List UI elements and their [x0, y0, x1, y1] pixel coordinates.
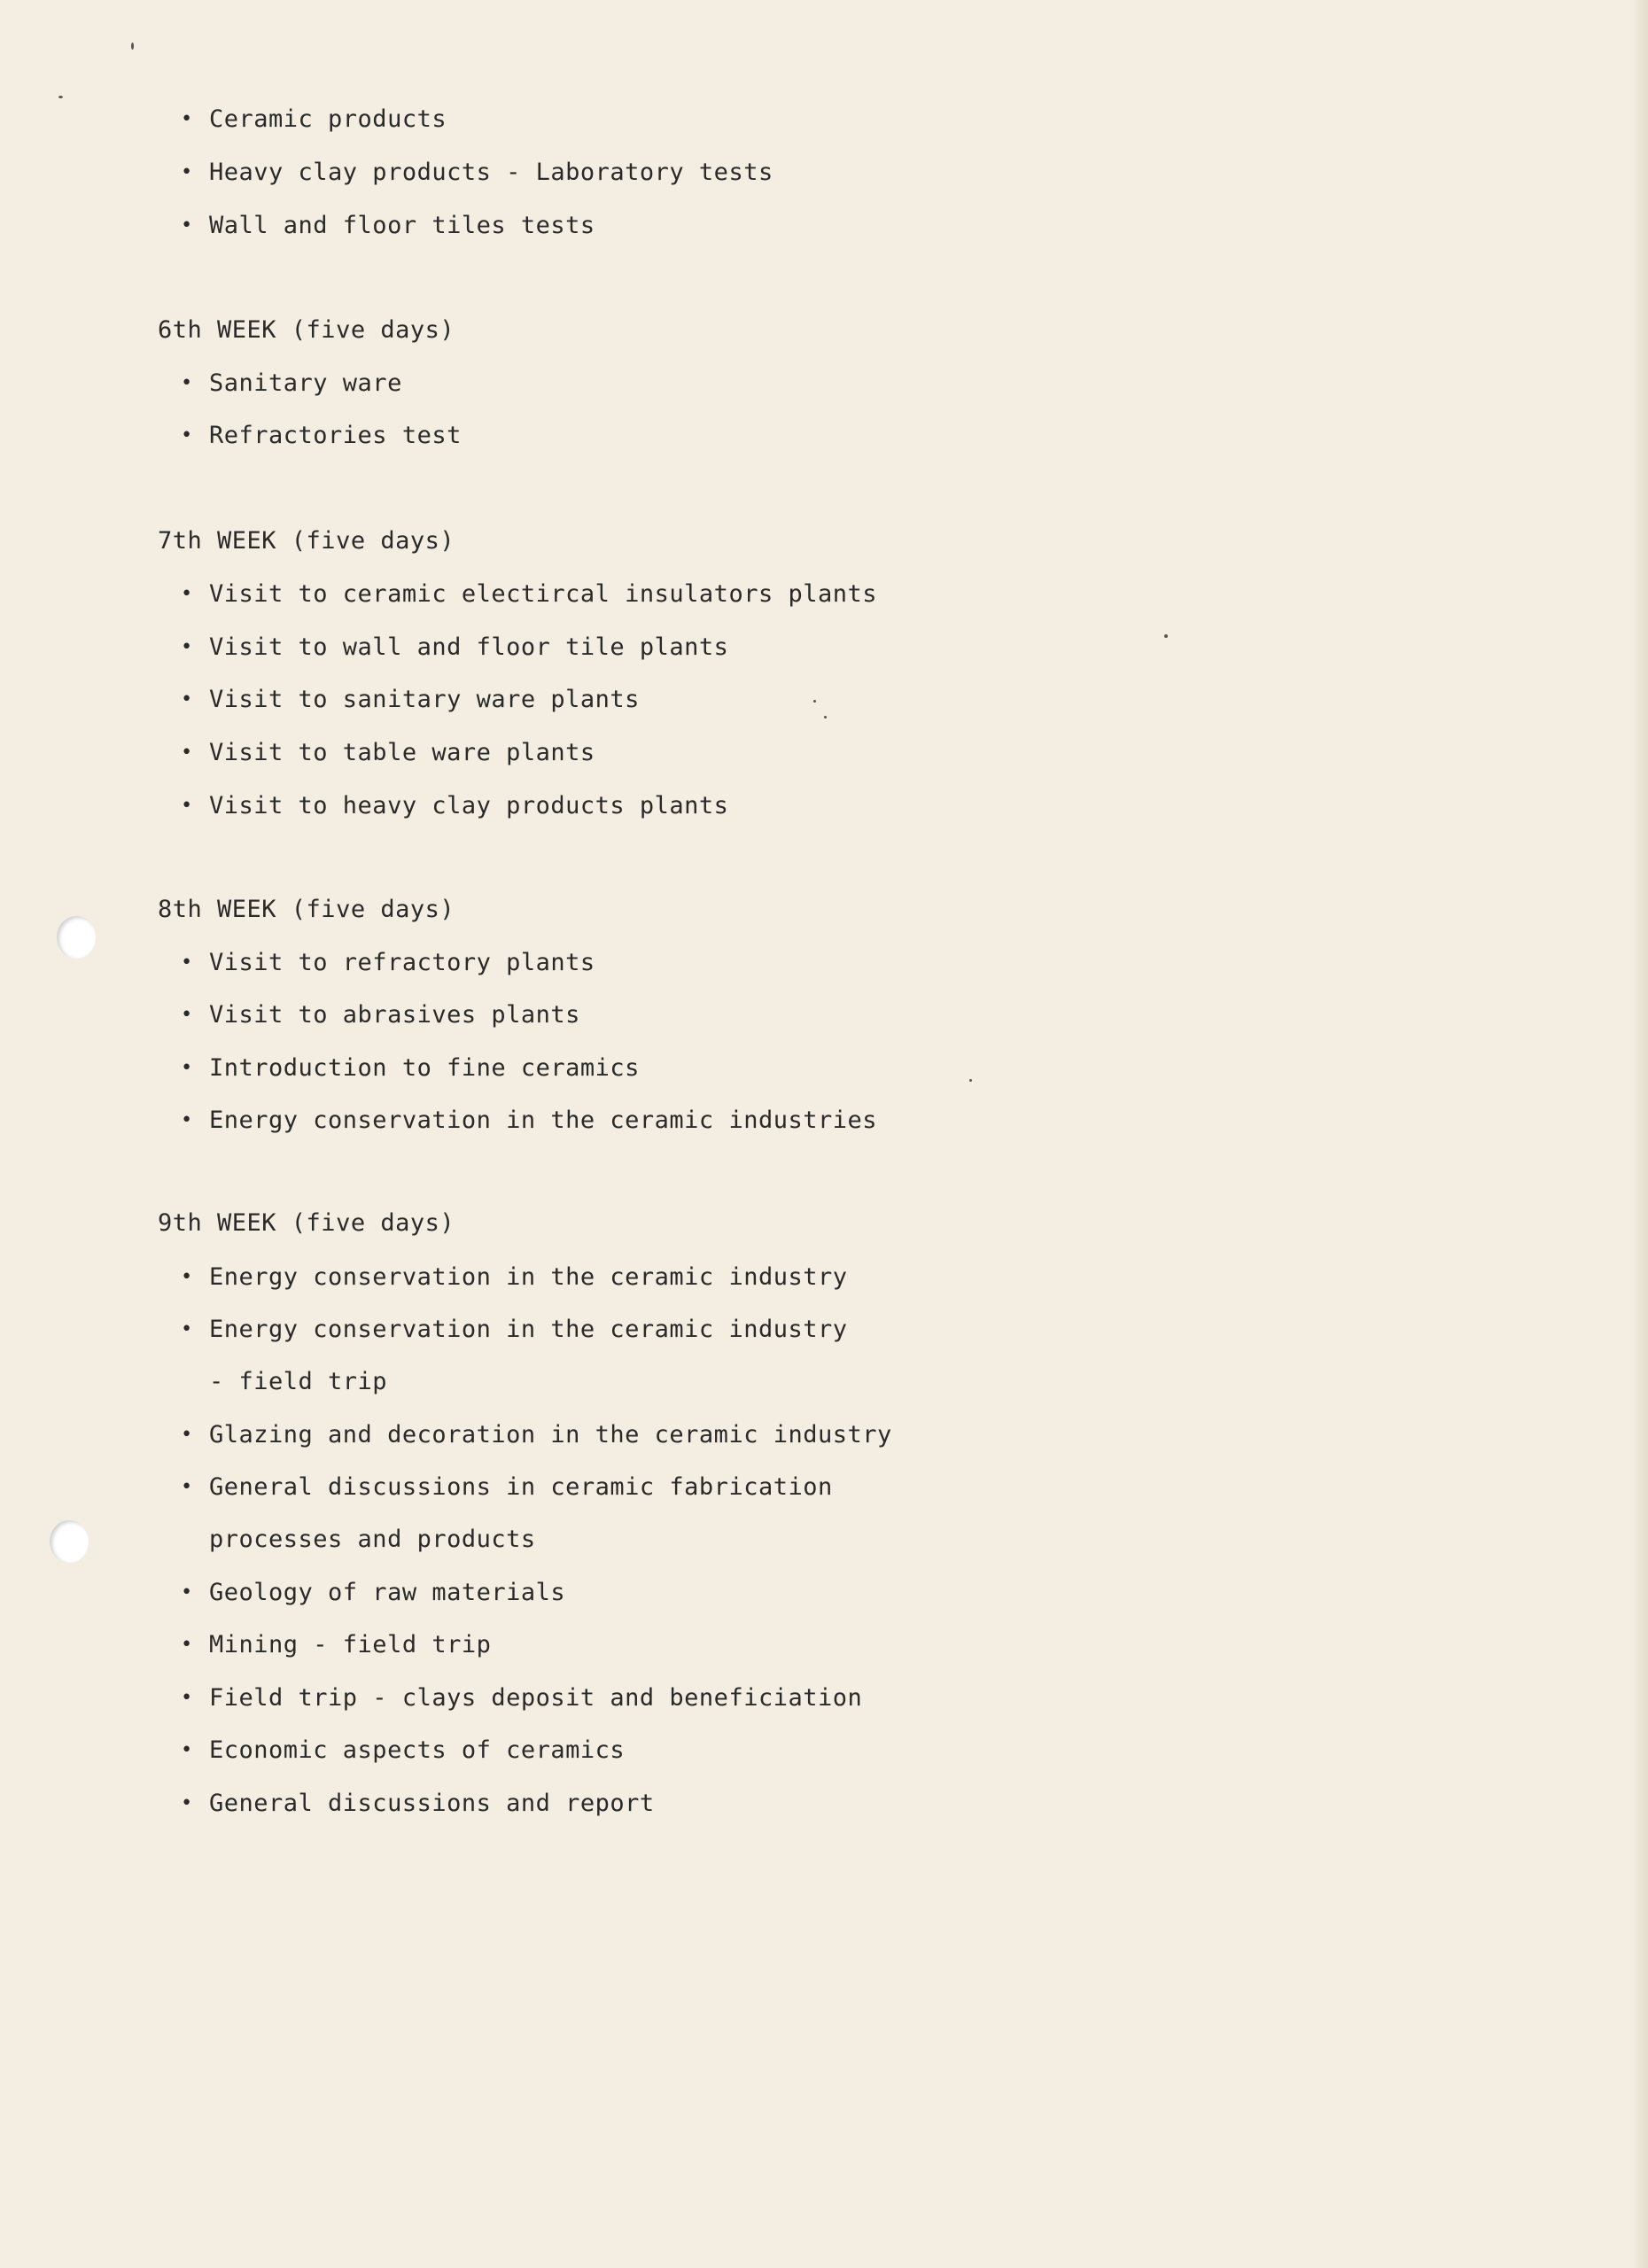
bullet-icon: • [181, 636, 193, 658]
bullet-icon: • [181, 108, 193, 130]
list-item-label: Economic aspects of ceramics [209, 1736, 626, 1764]
speck-mark [813, 700, 816, 703]
page-edge-shadow [1632, 0, 1648, 2268]
speck-mark [1164, 634, 1168, 638]
bullet-icon: • [181, 583, 193, 605]
bullet-icon: • [181, 214, 193, 237]
list-item-label: Sanitary ware [209, 369, 402, 397]
speck-mark [58, 96, 63, 98]
list-item-label: General discussions and report [209, 1790, 655, 1817]
bullet-icon: • [181, 1634, 193, 1656]
list-item-label: Introduction to fine ceramics [209, 1054, 640, 1082]
list-item-label: Visit to table ware plants [209, 739, 595, 766]
list-item-label: Visit to heavy clay products plants [209, 792, 729, 819]
list-item-label: processes and products [209, 1526, 536, 1553]
bullet-icon: • [181, 1266, 193, 1288]
list-item-label: Visit to sanitary ware plants [209, 686, 640, 713]
punch-hole-icon [50, 1520, 89, 1563]
bullet-icon: • [181, 1057, 193, 1079]
bullet-icon: • [181, 1109, 193, 1131]
punch-hole-icon [57, 916, 96, 959]
list-item-label: Visit to refractory plants [209, 949, 595, 976]
bullet-icon: • [181, 742, 193, 764]
list-item-label: Visit to abrasives plants [209, 1001, 580, 1029]
list-item-label: Energy conservation in the ceramic industry [209, 1263, 848, 1291]
bullet-icon: • [181, 688, 193, 711]
list-item-label: Geology of raw materials [209, 1579, 566, 1606]
bullet-icon: • [181, 161, 193, 183]
list-item-label: Ceramic products [209, 105, 447, 133]
list-item-label: Energy conservation in the ceramic industries [209, 1107, 877, 1134]
speck-mark [131, 43, 134, 50]
bullet-icon: • [181, 951, 193, 974]
speck-mark [824, 716, 827, 718]
list-item-label: Glazing and decoration in the ceramic industry [209, 1421, 892, 1449]
list-item-label: Visit to wall and floor tile plants [209, 633, 729, 661]
bullet-icon: • [181, 1004, 193, 1026]
bullet-icon: • [181, 424, 193, 447]
week-7-heading: 7th WEEK (five days) [158, 527, 455, 555]
list-item-label: Wall and floor tiles tests [209, 212, 595, 239]
week-6-heading: 6th WEEK (five days) [158, 316, 455, 344]
list-item-label: Heavy clay products - Laboratory tests [209, 159, 773, 186]
list-item-label: Energy conservation in the ceramic industry [209, 1316, 848, 1343]
list-item-label: Field trip - clays deposit and beneficiation [209, 1684, 863, 1712]
bullet-icon: • [181, 372, 193, 394]
bullet-icon: • [181, 1581, 193, 1604]
bullet-icon: • [181, 1739, 193, 1761]
list-item-label: Visit to ceramic electircal insulators plants [209, 580, 877, 608]
speck-mark [969, 1079, 972, 1082]
bullet-icon: • [181, 795, 193, 817]
list-item-label: Mining - field trip [209, 1631, 492, 1658]
bullet-icon: • [181, 1792, 193, 1814]
list-item-label: General discussions in ceramic fabrication [209, 1473, 833, 1501]
week-9-heading: 9th WEEK (five days) [158, 1209, 455, 1237]
bullet-icon: • [181, 1687, 193, 1709]
week-8-heading: 8th WEEK (five days) [158, 896, 455, 923]
bullet-icon: • [181, 1476, 193, 1498]
list-item-label: - field trip [209, 1368, 388, 1395]
bullet-icon: • [181, 1318, 193, 1340]
bullet-icon: • [181, 1424, 193, 1446]
list-item-label: Refractories test [209, 422, 462, 449]
